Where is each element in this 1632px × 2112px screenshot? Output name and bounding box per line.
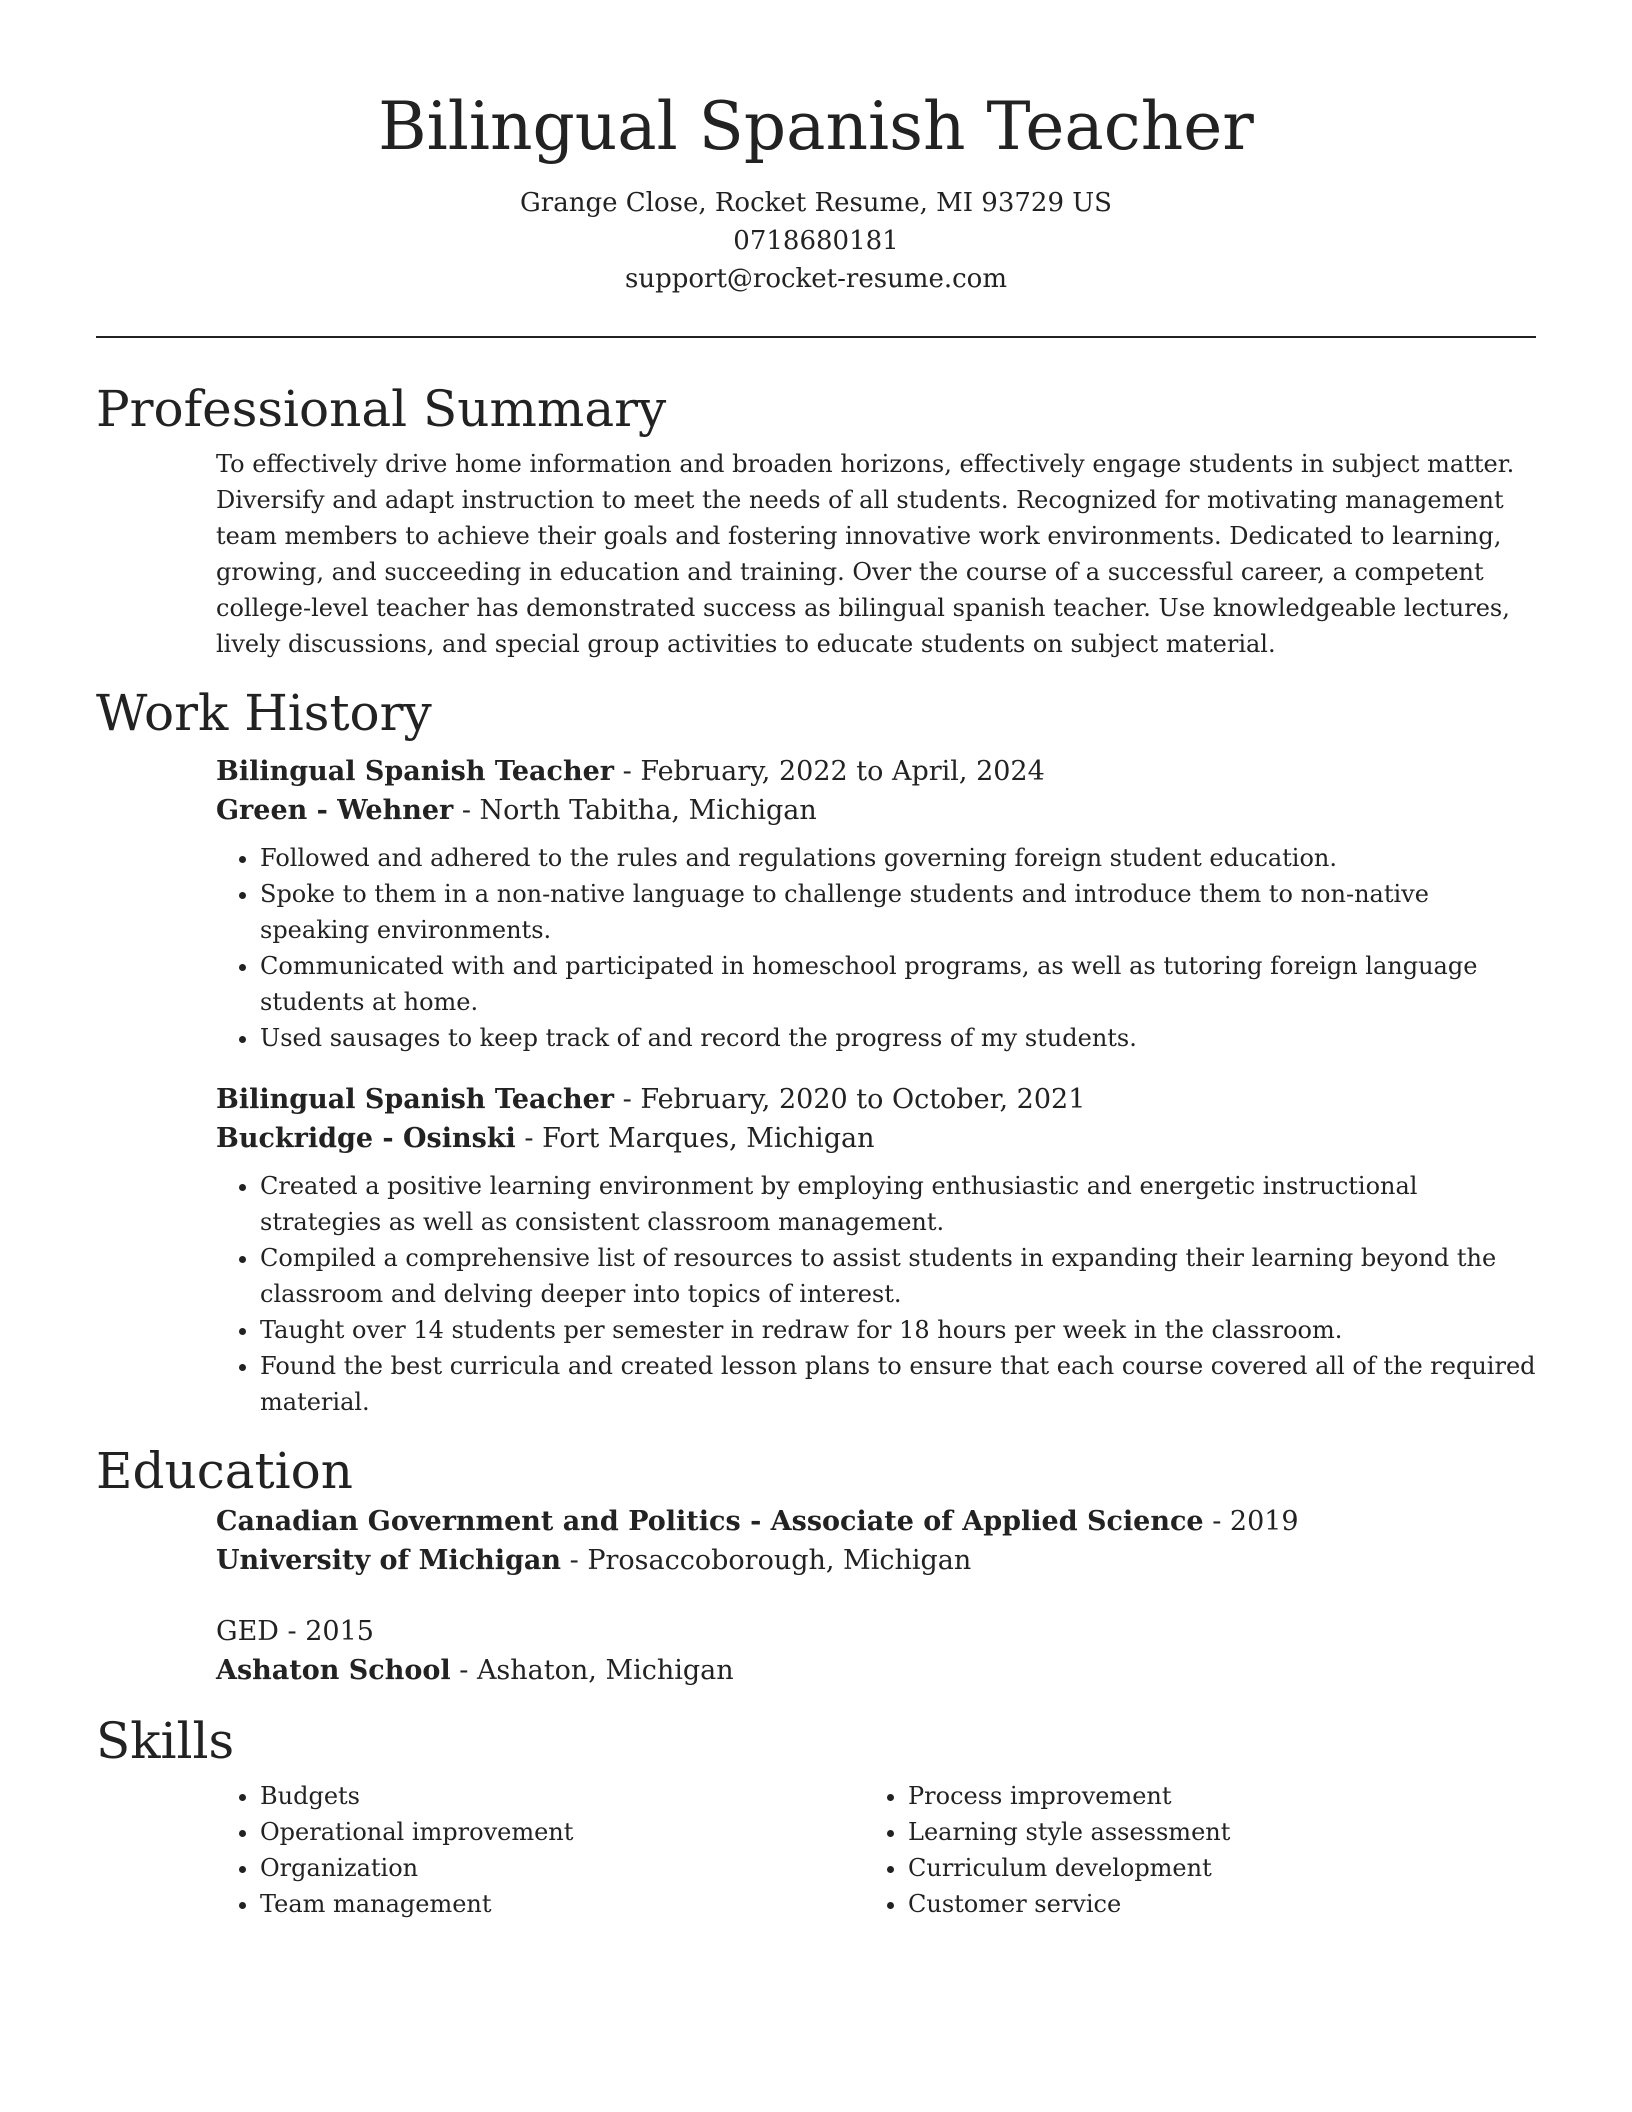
job-separator: - [614,756,641,787]
work-history-section [96,682,1536,1420]
job-location: North Tabitha, Michigan [479,795,817,826]
skill-item: • Process improvement [908,1778,1512,1814]
education-entry [216,1502,1536,1580]
skill-item: • Team management [260,1886,864,1922]
skill-item: • Budgets [260,1778,864,1814]
job-separator: - [453,795,480,826]
school-location: Prosaccoborough, Michigan [587,1545,972,1576]
education-entry [216,1612,1536,1690]
skills-heading: Skills [96,1712,235,1770]
skill-item: • Learning style assessment [908,1814,1512,1850]
degree-name: Canadian Government and Politics - Associate of Applied Science [216,1506,1204,1537]
school-name: University of Michigan [216,1545,562,1576]
summary-heading: Professional Summary [96,380,667,438]
job-role: Bilingual Spanish Teacher [216,1084,615,1115]
degree-line [216,1612,1536,1651]
education-section [96,1440,1536,1690]
contact-email: support@rocket-resume.com [624,264,1007,294]
skills-grid [96,1772,1536,1922]
job-bullets [216,1168,1536,1420]
job-company-line [216,791,1536,830]
job-company: Buckridge - Osinski [216,1123,516,1154]
school-separator: - [450,1655,477,1686]
education-body [96,1502,1536,1690]
job-company-line [216,1119,1536,1158]
skill-item: • Operational improvement [260,1814,864,1850]
skills-column-right [864,1772,1512,1922]
skill-item: • Customer service [908,1886,1512,1922]
skills-section [96,1710,1536,1922]
school-location: Ashaton, Michigan [476,1655,734,1686]
summary-body [96,446,1536,662]
header-divider [96,336,1536,338]
school-line [216,1651,1536,1690]
skills-list-left [216,1778,864,1922]
job-entry [216,1080,1536,1420]
job-bullets [216,840,1536,1056]
list-item: • Spoke to them in a non-native language to challenge students and introduce them to non-native speaking environments. [260,876,1536,948]
school-line [216,1541,1536,1580]
degree-year: GED - 2015 [216,1616,374,1647]
resume-header [96,0,1536,298]
job-separator: - [515,1123,543,1154]
skill-item: • Curriculum development [908,1850,1512,1886]
list-item: • Created a positive learning environment by employing enthusiastic and energetic instructional strategies as well as consistent classroom management. [260,1168,1536,1240]
job-title-line [216,1080,1536,1119]
list-item: • Compiled a comprehensive list of resources to assist students in expanding their learning beyond the classroom and delving deeper into topics of interest. [260,1240,1536,1312]
skills-column-left [216,1772,864,1922]
degree-year: - 2019 [1203,1506,1299,1537]
skills-list-right [864,1778,1512,1922]
school-name: Ashaton School [216,1655,451,1686]
skill-item: • Organization [260,1850,864,1886]
candidate-name: Bilingual Spanish Teacher [378,88,1254,165]
school-separator: - [561,1545,588,1576]
summary-section [96,378,1536,662]
summary-text: To effectively drive home information and broaden horizons, effectively engage students in subject matter. Diversify and adapt instruction to meet the needs of all students. Recognized for motivating management team members to achieve their goals and fostering innovative work environments. Dedicated to learning, growing, and succeeding in education and training. Over the course of a successful career, a competent college-level teacher has demonstrated success as bilingual spanish teacher. Use knowledgeable lectures, lively discussions, and special group activities to educate students on subject material. [216,450,1515,658]
job-company: Green - Wehner [216,795,454,826]
list-item: • Found the best curricula and created lesson plans to ensure that each course covered all of the required material. [260,1348,1536,1420]
job-title-line [216,752,1536,791]
degree-line [216,1502,1536,1541]
job-role: Bilingual Spanish Teacher [216,756,615,787]
job-location: Fort Marques, Michigan [542,1123,875,1154]
work-history-body [96,752,1536,1420]
list-item: • Used sausages to keep track of and record the progress of my students. [260,1020,1536,1056]
job-dates: February, 2020 to October, 2021 [640,1084,1086,1115]
education-heading: Education [96,1442,353,1500]
job-entry [216,752,1536,1056]
list-item: • Followed and adhered to the rules and regulations governing foreign student education. [260,840,1536,876]
contact-address: Grange Close, Rocket Resume, MI 93729 US [520,188,1112,218]
contact-phone: 0718680181 [733,226,899,256]
work-history-heading: Work History [96,684,432,742]
list-item: • Taught over 14 students per semester in redraw for 18 hours per week in the classroom. [260,1312,1536,1348]
list-item: • Communicated with and participated in homeschool programs, as well as tutoring foreign language students at home. [260,948,1536,1020]
job-separator: - [614,1084,641,1115]
job-dates: February, 2022 to April, 2024 [640,756,1045,787]
